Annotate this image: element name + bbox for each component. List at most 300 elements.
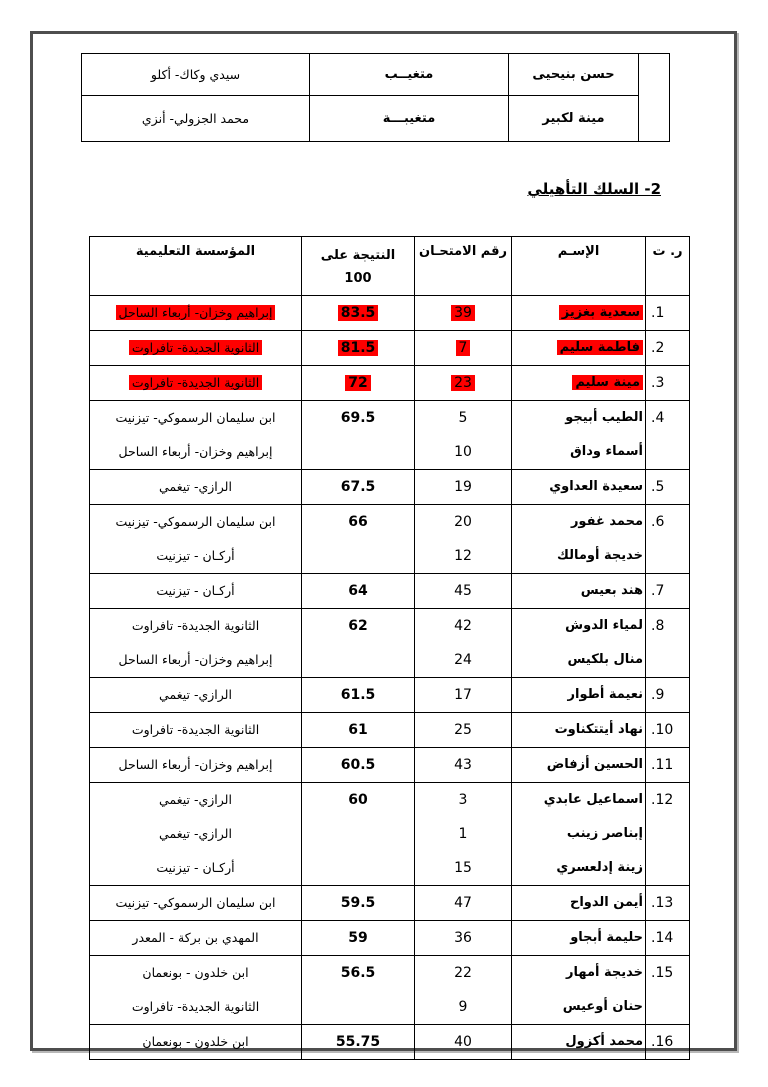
institution-text: الرازي- تيغمي xyxy=(159,687,232,702)
result-row xyxy=(90,1025,690,1060)
row-index-line xyxy=(646,574,689,608)
result-row xyxy=(90,401,690,470)
candidate-name-text: سعيدة العداوي xyxy=(549,479,643,494)
candidate-name: حسن بنيحيى xyxy=(509,54,639,96)
institution-text: أركـان - تيزنيت xyxy=(156,583,235,598)
result-row xyxy=(90,609,690,678)
institution-text: أركـان - تيزنيت xyxy=(156,860,235,875)
exam-number-line xyxy=(415,783,511,817)
candidate-name-line xyxy=(512,817,645,851)
score-value xyxy=(302,748,415,783)
exam-number-text: 7 xyxy=(456,340,471,356)
institution-line xyxy=(90,921,301,955)
exam-number-line xyxy=(415,643,511,677)
exam-number xyxy=(415,366,512,401)
institution-line xyxy=(90,505,301,539)
institution-text: إبراهيم وخزان- أربعاء الساحل xyxy=(118,757,273,772)
exam-number-line xyxy=(415,748,511,782)
row-index-text: 9. xyxy=(651,687,665,703)
row-index xyxy=(646,748,690,783)
candidate-name-line xyxy=(512,783,645,817)
row-index-text: 13. xyxy=(651,895,674,911)
row-index-text: 11. xyxy=(651,757,674,773)
candidate-name xyxy=(512,366,646,401)
col-header-institution: المؤسسة التعليمية xyxy=(90,237,302,296)
score-value xyxy=(302,713,415,748)
institution-line xyxy=(90,783,301,817)
row-index-line xyxy=(646,921,689,955)
exam-number-text: 22 xyxy=(454,965,472,981)
row-index xyxy=(646,921,690,956)
candidate-name-line xyxy=(512,539,645,573)
exam-number-text: 39 xyxy=(451,305,475,321)
exam-number-text: 23 xyxy=(451,375,475,391)
score-value-line xyxy=(302,1025,414,1059)
exam-number-text: 20 xyxy=(454,514,472,530)
row-index-line xyxy=(646,401,689,435)
row-index-text: 1. xyxy=(651,305,665,321)
institution-line xyxy=(90,574,301,608)
score-value-line xyxy=(302,296,414,330)
institution-text: الثانوية الجديدة- تافراوت xyxy=(131,618,260,633)
candidate-name-text: هند بعيس xyxy=(580,583,643,598)
row-index-line xyxy=(646,748,689,782)
row-index-line xyxy=(646,366,689,400)
candidate-name-text: منال بلكيس xyxy=(567,652,643,667)
institution-text: الثانوية الجديدة- تافراوت xyxy=(129,375,262,390)
row-index-text: 10. xyxy=(651,722,674,738)
score-value-line xyxy=(302,331,414,365)
candidate-name-text: الطيب أبيجو xyxy=(565,410,643,425)
result-row xyxy=(90,574,690,609)
candidate-name xyxy=(512,886,646,921)
exam-number-line xyxy=(415,886,511,920)
score-value-text: 60.5 xyxy=(340,757,376,773)
table-row xyxy=(82,54,670,96)
institution xyxy=(90,678,302,713)
exam-number-line xyxy=(415,956,511,990)
exam-number-text: 1 xyxy=(458,826,468,842)
institution-line xyxy=(90,817,301,851)
institution xyxy=(90,783,302,886)
institution xyxy=(90,296,302,331)
institution-line xyxy=(90,851,301,885)
exam-number-line xyxy=(415,401,511,435)
row-index-line xyxy=(646,296,689,330)
exam-number-line xyxy=(415,505,511,539)
candidate-name-line xyxy=(512,435,645,469)
institution: محمد الجزولي- أنزي xyxy=(82,96,310,142)
row-index xyxy=(646,886,690,921)
institution-line xyxy=(90,435,301,469)
exam-number xyxy=(415,886,512,921)
row-index-line xyxy=(646,609,689,643)
row-index xyxy=(646,783,690,886)
candidate-name-line xyxy=(512,956,645,990)
score-value-line xyxy=(302,470,414,504)
exam-number-text: 47 xyxy=(454,895,472,911)
score-value-text: 81.5 xyxy=(338,340,379,356)
score-value-line xyxy=(302,505,414,539)
exam-number-text: 42 xyxy=(454,618,472,634)
candidate-name-text: الحسين أزفاض xyxy=(546,757,643,772)
result-row xyxy=(90,331,690,366)
row-index-line xyxy=(646,678,689,712)
exam-number xyxy=(415,921,512,956)
score-value-text: 69.5 xyxy=(340,410,376,426)
institution-text: الرازي- تيغمي xyxy=(159,826,232,841)
row-index-text: 2. xyxy=(651,340,665,356)
candidate-name-text: حليمة أبجاو xyxy=(570,930,643,945)
col-header-exam-number: رقم الامتحـان xyxy=(415,237,512,296)
row-index-line xyxy=(646,783,689,817)
candidate-name xyxy=(512,296,646,331)
row-index xyxy=(646,1025,690,1060)
candidate-name-text: زينة إدلعسري xyxy=(556,860,643,875)
score-value xyxy=(302,886,415,921)
row-index xyxy=(646,296,690,331)
institution-text: إبراهيم وخزان- أربعاء الساحل xyxy=(118,444,273,459)
result-row xyxy=(90,886,690,921)
candidate-name-text: خديجة أمهار xyxy=(566,965,643,980)
candidate-name xyxy=(512,470,646,505)
score-value-line xyxy=(302,748,414,782)
row-index-text: 3. xyxy=(651,375,665,391)
institution xyxy=(90,609,302,678)
row-index xyxy=(646,574,690,609)
exam-number-line xyxy=(415,678,511,712)
candidate-name xyxy=(512,401,646,470)
row-index-line xyxy=(646,470,689,504)
score-value-line xyxy=(302,401,414,435)
status-absent: متغيبـــة xyxy=(310,96,509,142)
row-index-line xyxy=(646,505,689,539)
institution-line xyxy=(90,678,301,712)
result-row xyxy=(90,713,690,748)
candidate-name xyxy=(512,505,646,574)
institution-text: الرازي- تيغمي xyxy=(159,792,232,807)
institution xyxy=(90,713,302,748)
exam-number-line xyxy=(415,1025,511,1059)
candidate-name-line xyxy=(512,574,645,608)
institution xyxy=(90,331,302,366)
score-value xyxy=(302,505,415,574)
row-index-text: 5. xyxy=(651,479,665,495)
result-row xyxy=(90,921,690,956)
institution-text: ابن خلدون - بونعمان xyxy=(142,1034,249,1049)
candidate-name xyxy=(512,783,646,886)
candidate-name-line xyxy=(512,470,645,504)
candidate-name xyxy=(512,609,646,678)
score-value-text: 83.5 xyxy=(338,305,379,321)
institution-line xyxy=(90,713,301,747)
candidate-name-text: نعيمة أطوار xyxy=(567,687,643,702)
exam-number xyxy=(415,678,512,713)
score-value xyxy=(302,401,415,470)
candidate-name xyxy=(512,921,646,956)
exam-number-line xyxy=(415,609,511,643)
exam-number-line xyxy=(415,366,511,400)
candidate-name-line xyxy=(512,1025,645,1059)
candidate-name-text: حنان أوعيس xyxy=(562,999,643,1014)
score-value-text: 64 xyxy=(348,583,368,599)
institution xyxy=(90,505,302,574)
exam-number xyxy=(415,609,512,678)
exam-number xyxy=(415,713,512,748)
row-index xyxy=(646,678,690,713)
score-value-text: 55.75 xyxy=(335,1034,381,1050)
institution xyxy=(90,956,302,1025)
result-row xyxy=(90,470,690,505)
score-value-line xyxy=(302,574,414,608)
candidate-name-line xyxy=(512,643,645,677)
candidate-name-line xyxy=(512,296,645,330)
exam-number xyxy=(415,748,512,783)
col-header-score-line2: 100 xyxy=(344,271,372,286)
score-value-text: 60 xyxy=(348,792,368,808)
exam-number-text: 12 xyxy=(454,548,472,564)
score-value-text: 61 xyxy=(348,722,368,738)
candidate-name-text: اسماعيل عابدي xyxy=(543,792,643,807)
row-index-line xyxy=(646,331,689,365)
candidate-name-text: سعدية بغزيز xyxy=(559,305,643,320)
score-value xyxy=(302,470,415,505)
score-value-line xyxy=(302,609,414,643)
candidate-name-line xyxy=(512,505,645,539)
empty-cell xyxy=(639,54,670,142)
score-value xyxy=(302,366,415,401)
score-value-text: 67.5 xyxy=(340,479,376,495)
institution xyxy=(90,748,302,783)
result-row xyxy=(90,748,690,783)
row-index-text: 6. xyxy=(651,514,665,530)
exam-number-line xyxy=(415,435,511,469)
exam-number-text: 9 xyxy=(458,999,468,1015)
institution-line xyxy=(90,331,301,365)
candidate-name-text: نهاد أيتتكناوت xyxy=(554,722,643,737)
row-index xyxy=(646,401,690,470)
exam-number xyxy=(415,1025,512,1060)
col-header-name: الإسـم xyxy=(512,237,646,296)
result-row xyxy=(90,505,690,574)
score-value xyxy=(302,678,415,713)
row-index xyxy=(646,956,690,1025)
exam-number-text: 5 xyxy=(458,410,468,426)
exam-number-text: 40 xyxy=(454,1034,472,1050)
score-value-line xyxy=(302,783,414,817)
candidate-name-text: فاطمة سليم xyxy=(557,340,643,355)
candidate-name-line xyxy=(512,331,645,365)
institution-line xyxy=(90,470,301,504)
score-value-text: 61.5 xyxy=(340,687,376,703)
institution-line xyxy=(90,609,301,643)
institution xyxy=(90,921,302,956)
exam-number-line xyxy=(415,990,511,1024)
row-index xyxy=(646,331,690,366)
score-value-line xyxy=(302,678,414,712)
col-header-score-line1: النتيجة على xyxy=(320,248,396,263)
institution xyxy=(90,1025,302,1060)
candidate-name-line xyxy=(512,748,645,782)
score-value-text: 59.5 xyxy=(340,895,376,911)
institution xyxy=(90,886,302,921)
previous-section-continuation-table xyxy=(81,53,670,142)
score-value-text: 62 xyxy=(348,618,368,634)
row-index-line xyxy=(646,713,689,747)
exam-number-text: 36 xyxy=(454,930,472,946)
exam-number-text: 17 xyxy=(454,687,472,703)
row-index xyxy=(646,470,690,505)
exam-number-line xyxy=(415,713,511,747)
candidate-name-line xyxy=(512,401,645,435)
exam-number-text: 3 xyxy=(458,792,468,808)
institution-line xyxy=(90,296,301,330)
exam-number-line xyxy=(415,921,511,955)
candidate-name xyxy=(512,331,646,366)
score-value-line xyxy=(302,956,414,990)
exam-number xyxy=(415,783,512,886)
row-index-text: 12. xyxy=(651,792,674,808)
candidate-name-line xyxy=(512,366,645,400)
score-value xyxy=(302,331,415,366)
col-header-score-out-of-100 xyxy=(302,237,415,296)
exam-number-text: 10 xyxy=(454,444,472,460)
row-index-line xyxy=(646,886,689,920)
candidate-name-line xyxy=(512,886,645,920)
candidate-name-line xyxy=(512,921,645,955)
exam-number-line xyxy=(415,470,511,504)
score-value-line xyxy=(302,713,414,747)
institution-line xyxy=(90,643,301,677)
institution-text: الثانوية الجديدة- تافراوت xyxy=(131,722,260,737)
exam-number-line xyxy=(415,817,511,851)
institution: سيدي وكاك- أكلو xyxy=(82,54,310,96)
score-value xyxy=(302,921,415,956)
row-index xyxy=(646,505,690,574)
row-index xyxy=(646,713,690,748)
institution-text: الثانوية الجديدة- تافراوت xyxy=(131,999,260,1014)
candidate-name-text: مينة سليم xyxy=(572,375,643,390)
institution-line xyxy=(90,401,301,435)
exam-number-text: 25 xyxy=(454,722,472,738)
score-value-line xyxy=(302,921,414,955)
institution xyxy=(90,574,302,609)
score-value-text: 56.5 xyxy=(340,965,376,981)
candidate-name-text: لمياء الدوش xyxy=(565,618,643,633)
institution-text: ابن سليمان الرسموكي- تيزنيت xyxy=(115,410,276,425)
exam-number xyxy=(415,956,512,1025)
row-index-text: 15. xyxy=(651,965,674,981)
candidate-name-text: إبناصر زينب xyxy=(566,826,643,841)
candidate-name xyxy=(512,574,646,609)
institution-text: إبراهيم وخزان- أربعاء الساحل xyxy=(118,652,273,667)
result-row xyxy=(90,956,690,1025)
exam-number xyxy=(415,470,512,505)
exam-number-text: 43 xyxy=(454,757,472,773)
exam-number-line xyxy=(415,574,511,608)
institution-text: أركـان - تيزنيت xyxy=(156,548,235,563)
row-index-text: 14. xyxy=(651,930,674,946)
institution-line xyxy=(90,539,301,573)
score-value xyxy=(302,1025,415,1060)
candidate-name xyxy=(512,956,646,1025)
exam-number-text: 15 xyxy=(454,860,472,876)
row-index-text: 16. xyxy=(651,1034,674,1050)
candidate-name-line xyxy=(512,851,645,885)
exam-number xyxy=(415,331,512,366)
institution-line xyxy=(90,886,301,920)
score-value-text: 66 xyxy=(348,514,368,530)
row-index-text: 8. xyxy=(651,618,665,634)
exam-number-line xyxy=(415,539,511,573)
candidate-name-line xyxy=(512,678,645,712)
score-value-text: 72 xyxy=(345,375,370,391)
row-index-text: 4. xyxy=(651,410,665,426)
status-absent: متغيــب xyxy=(310,54,509,96)
score-value xyxy=(302,783,415,886)
candidate-name xyxy=(512,1025,646,1060)
institution-line xyxy=(90,990,301,1024)
result-row xyxy=(90,678,690,713)
result-row xyxy=(90,366,690,401)
institution xyxy=(90,470,302,505)
row-index-line xyxy=(646,1025,689,1059)
score-value xyxy=(302,574,415,609)
institution-line xyxy=(90,1025,301,1059)
exam-number-text: 24 xyxy=(454,652,472,668)
candidate-name-text: خديجة أومالك xyxy=(557,548,643,563)
section-heading: 2- السلك التأهيلي xyxy=(527,180,661,198)
candidate-name-text: محمد أكزول xyxy=(565,1034,643,1049)
score-value-line xyxy=(302,366,414,400)
row-index xyxy=(646,366,690,401)
candidate-name xyxy=(512,748,646,783)
row-index-text: 7. xyxy=(651,583,665,599)
candidate-name-text: أسماء وداق xyxy=(570,444,643,459)
candidate-name xyxy=(512,713,646,748)
exam-number-line xyxy=(415,296,511,330)
institution xyxy=(90,401,302,470)
institution xyxy=(90,366,302,401)
candidate-name-line xyxy=(512,713,645,747)
exam-number xyxy=(415,296,512,331)
exam-number-text: 45 xyxy=(454,583,472,599)
institution-line xyxy=(90,956,301,990)
table-row xyxy=(82,96,670,142)
exam-number xyxy=(415,574,512,609)
candidate-name-text: أيمن الدواح xyxy=(569,895,643,910)
institution-text: ابن سليمان الرسموكي- تيزنيت xyxy=(115,895,276,910)
institution-line xyxy=(90,366,301,400)
score-value-line xyxy=(302,886,414,920)
col-header-index: ر. ت xyxy=(646,237,690,296)
institution-text: إبراهيم وخزان- أربعاء الساحل xyxy=(116,305,276,320)
result-row xyxy=(90,783,690,886)
row-index xyxy=(646,609,690,678)
exam-number-line xyxy=(415,331,511,365)
candidate-name xyxy=(512,678,646,713)
result-row xyxy=(90,296,690,331)
table-header-row xyxy=(90,237,690,296)
institution-text: ابن خلدون - بونعمان xyxy=(142,965,249,980)
score-value xyxy=(302,296,415,331)
candidate-name-line xyxy=(512,609,645,643)
exam-number xyxy=(415,401,512,470)
qualifying-cycle-results-table xyxy=(89,236,690,1060)
institution-text: الثانوية الجديدة- تافراوت xyxy=(129,340,262,355)
institution-text: ابن سليمان الرسموكي- تيزنيت xyxy=(115,514,276,529)
score-value xyxy=(302,956,415,1025)
